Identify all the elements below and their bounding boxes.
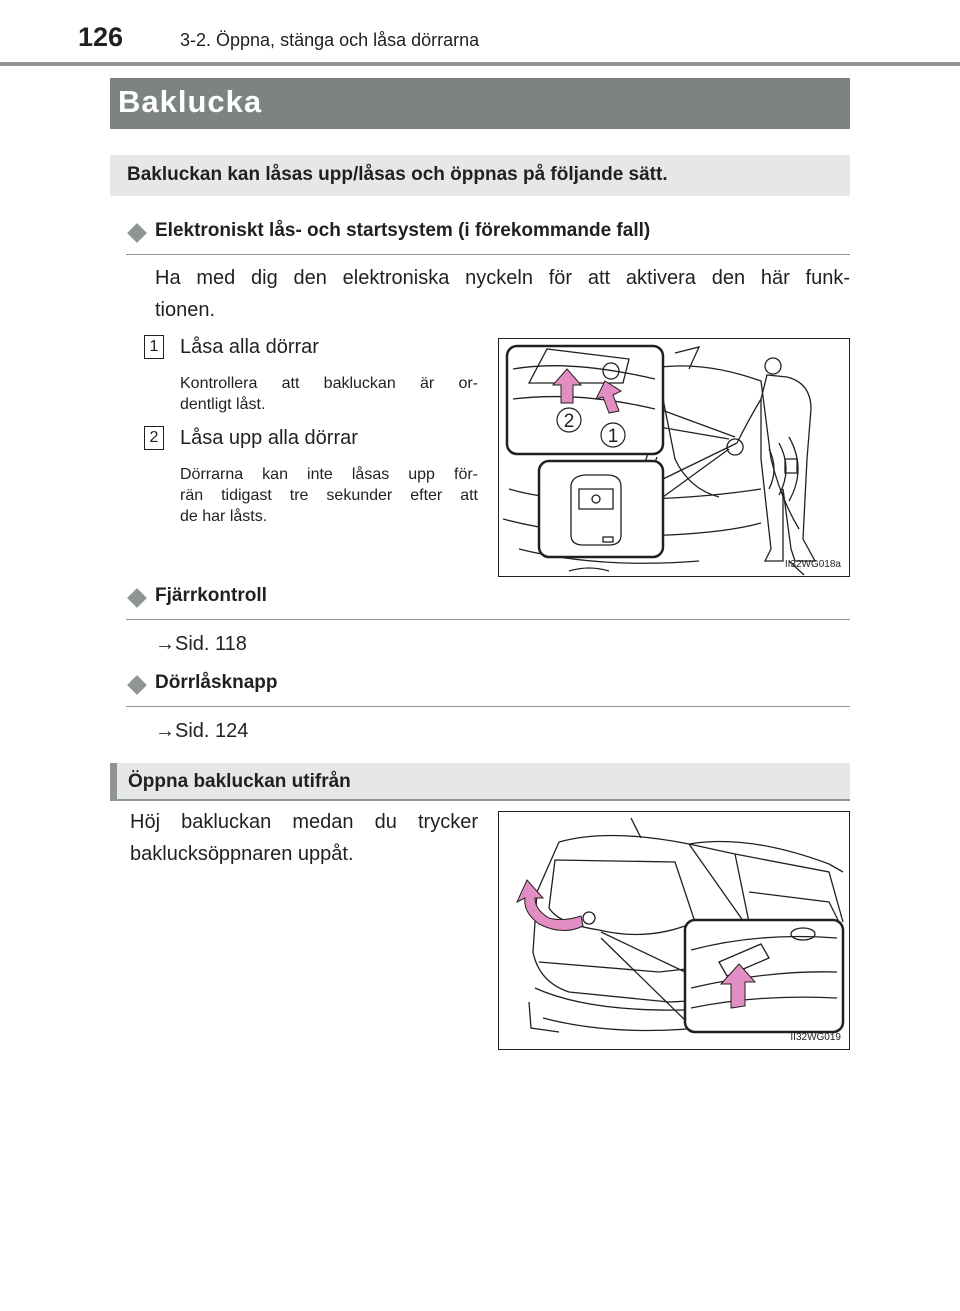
item-number-badge: 1 [144,335,164,359]
item-title: Låsa upp alla dörrar [180,427,358,449]
intro-text: Bakluckan kan låsas upp/låsas och öppnas på följande sätt. [127,164,668,185]
section-bar-label: Öppna bakluckan utifrån [128,771,351,792]
subheading-label: Dörrlåsknapp [155,672,278,693]
paragraph-line: Höj bakluckan medan du trycker [130,811,478,833]
paragraph-line: Ha med dig den elektroniska nyckeln för att aktivera den här funk- [155,267,850,289]
figure-code: II32WG018a [784,559,841,570]
subheading-smart-key [126,217,850,255]
figure-smart-key-lock [498,338,850,577]
paragraph-line: baklucksöppnaren uppåt. [130,843,354,865]
paragraph-line: tionen. [155,299,216,321]
section-bar-tick [110,763,117,799]
item-note-line: Kontrollera att bakluckan är or- [180,375,478,392]
intro-box [110,155,850,196]
item-title: Låsa alla dörrar [180,336,319,358]
car-rear-illustration [499,339,850,577]
item-note-line: dentligt låst. [180,396,266,413]
car-rear-open-illustration [499,812,850,1050]
item-number-badge: 2 [144,426,164,450]
diamond-icon [127,675,147,695]
page-reference: →Sid. 118 [155,633,247,655]
figure-code: II32WG019 [790,1032,841,1043]
section-bar-open-outside [110,763,850,801]
item-note-line: rän tidigast tre sekunder efter att [180,487,478,504]
callout-2: 2 [563,411,575,432]
header-rule [0,62,960,66]
subheading-door-lock-switch [126,669,850,707]
diamond-icon [127,223,147,243]
item-note-line: de har låsts. [180,508,268,525]
page-title: Baklucka [118,84,263,119]
title-bar [110,78,850,129]
page-reference: →Sid. 124 [155,720,249,742]
subheading-label: Fjärrkontroll [155,585,267,606]
figure-open-tailgate [498,811,850,1050]
diamond-icon [127,588,147,608]
callout-1: 1 [607,426,619,447]
page-number: 126 [78,22,124,52]
subheading-label: Elektroniskt lås- och startsystem (i förekommande fall) [155,220,651,241]
running-title: 3-2. Öppna, stänga och låsa dörrarna [180,30,480,50]
subheading-remote [126,582,850,620]
item-note-line: Dörrarna kan inte låsas upp för- [180,466,478,483]
